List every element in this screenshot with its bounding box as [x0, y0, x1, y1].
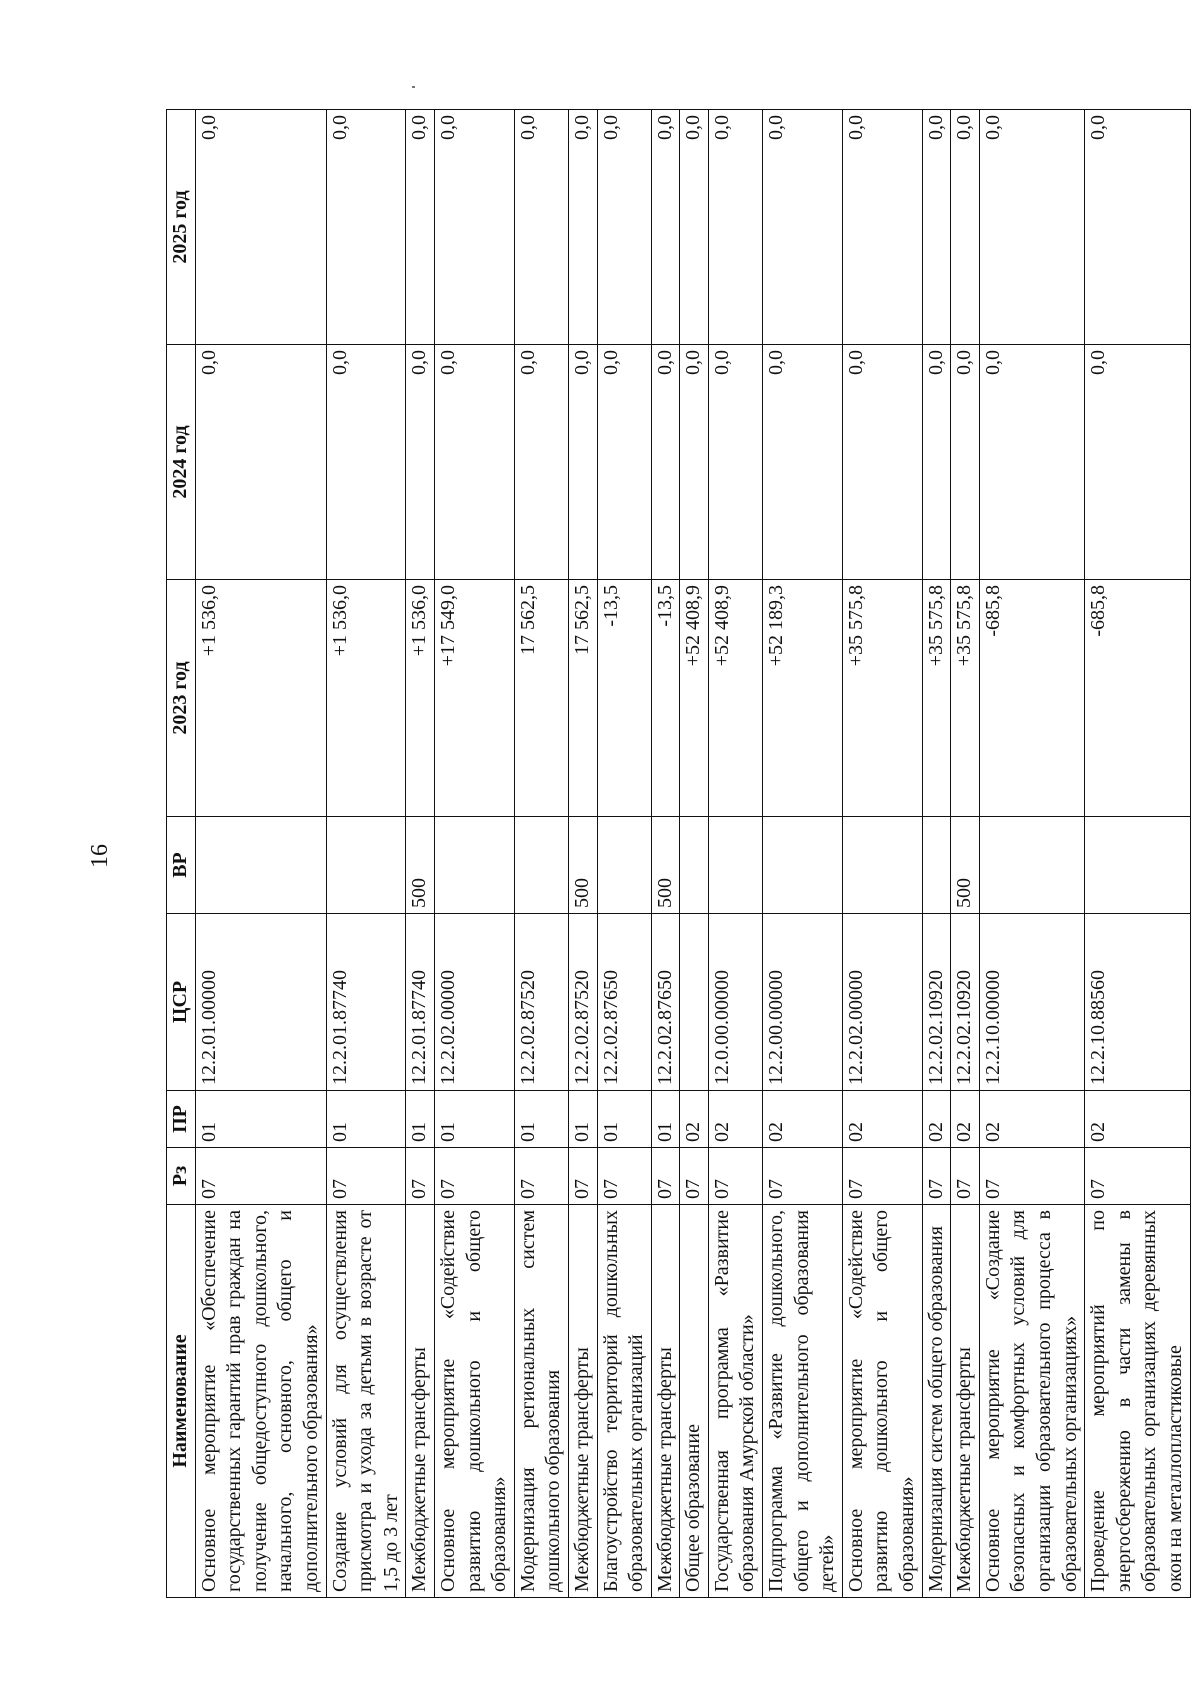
row-2025: 0,0: [680, 110, 709, 345]
row-2023: 17 562,5: [568, 580, 597, 817]
row-vr: [434, 817, 514, 914]
table-row: [195, 110, 326, 1598]
table-row: [568, 110, 597, 1598]
row-name: Государственная программа «Развитие образования Амурской области»: [708, 1205, 762, 1598]
row-2024: 0,0: [979, 345, 1084, 580]
row-rz: 07: [568, 1148, 597, 1205]
row-2024: 0,0: [406, 345, 435, 580]
table-row: [326, 110, 406, 1598]
row-name: Основное мероприятие «Содействие развитию дошкольного и общего образования»: [842, 1205, 922, 1598]
row-vr: [195, 817, 326, 914]
row-csr: [680, 914, 709, 1091]
row-2025: 0,0: [708, 110, 762, 345]
header-2023: 2023 год: [167, 580, 196, 817]
row-2023: +35 575,8: [951, 580, 980, 817]
row-2023: +35 575,8: [842, 580, 922, 817]
row-2024: 0,0: [1085, 345, 1190, 580]
row-rz: 07: [708, 1148, 762, 1205]
table-row: [979, 110, 1084, 1598]
row-vr: 500: [651, 817, 680, 914]
row-name: Подпрограмма «Развитие дошкольного, общего и дополнительного образования детей»: [763, 1205, 843, 1598]
row-csr: 12.2.02.10920: [951, 914, 980, 1091]
row-vr: [979, 817, 1084, 914]
row-vr: [514, 817, 568, 914]
row-pr: 01: [195, 1091, 326, 1148]
row-rz: 07: [195, 1148, 326, 1205]
header-2024: 2024 год: [167, 345, 196, 580]
row-2023: -685,8: [1085, 580, 1190, 817]
row-2023: +17 549,0: [434, 580, 514, 817]
row-name: Межбюджетные трансферты: [568, 1205, 597, 1598]
row-rz: 07: [434, 1148, 514, 1205]
row-pr: 02: [951, 1091, 980, 1148]
row-rz: 07: [979, 1148, 1084, 1205]
row-2025: 0,0: [763, 110, 843, 345]
row-name: Проведение мероприятий по энергосбережению в части замены в образовательных организациях деревянных окон на металлопластиковые: [1085, 1205, 1190, 1598]
row-rz: 07: [406, 1148, 435, 1205]
row-2024: 0,0: [651, 345, 680, 580]
row-2023: +52 189,3: [763, 580, 843, 817]
row-rz: 07: [1085, 1148, 1190, 1205]
header-pr: ПР: [167, 1091, 196, 1148]
row-2023: +1 536,0: [195, 580, 326, 817]
row-vr: [1085, 817, 1190, 914]
row-2025: 0,0: [326, 110, 406, 345]
row-csr: 12.2.02.00000: [434, 914, 514, 1091]
table-row: [951, 110, 980, 1598]
row-pr: 01: [597, 1091, 651, 1148]
row-2023: 17 562,5: [514, 580, 568, 817]
table-row: [680, 110, 709, 1598]
row-vr: [708, 817, 762, 914]
table-row: [763, 110, 843, 1598]
header-name: Наименование: [167, 1205, 196, 1598]
row-pr: 01: [406, 1091, 435, 1148]
row-2025: 0,0: [568, 110, 597, 345]
row-vr: [597, 817, 651, 914]
row-2024: 0,0: [434, 345, 514, 580]
row-2023: +1 536,0: [326, 580, 406, 817]
row-2023: +52 408,9: [680, 580, 709, 817]
row-2024: 0,0: [680, 345, 709, 580]
row-pr: 01: [651, 1091, 680, 1148]
budget-table-container: [166, 110, 1186, 1598]
row-vr: [922, 817, 951, 914]
table-row: [708, 110, 762, 1598]
row-csr: 12.2.02.10920: [922, 914, 951, 1091]
row-pr: 02: [1085, 1091, 1190, 1148]
table-row: [842, 110, 922, 1598]
table-row: [434, 110, 514, 1598]
row-name: Модернизация систем общего образования: [922, 1205, 951, 1598]
row-2024: 0,0: [326, 345, 406, 580]
row-2025: 0,0: [651, 110, 680, 345]
row-name: Создание условий для осуществления присмотра и ухода за детьми в возрасте от 1,5 до 3 лет: [326, 1205, 406, 1598]
row-rz: 07: [651, 1148, 680, 1205]
row-vr: [680, 817, 709, 914]
row-csr: 12.2.01.87740: [406, 914, 435, 1091]
row-2024: 0,0: [514, 345, 568, 580]
table-body: [195, 110, 1190, 1598]
row-2024: 0,0: [842, 345, 922, 580]
row-2025: 0,0: [195, 110, 326, 345]
row-csr: 12.2.02.87520: [514, 914, 568, 1091]
row-pr: 01: [434, 1091, 514, 1148]
row-2023: -13,5: [597, 580, 651, 817]
row-rz: 07: [597, 1148, 651, 1205]
row-vr: 500: [568, 817, 597, 914]
row-name: Межбюджетные трансферты: [651, 1205, 680, 1598]
row-2024: 0,0: [195, 345, 326, 580]
row-2023: -13,5: [651, 580, 680, 817]
header-vr: ВР: [167, 817, 196, 914]
row-2025: 0,0: [597, 110, 651, 345]
row-2024: 0,0: [922, 345, 951, 580]
header-csr: ЦСР: [167, 914, 196, 1091]
row-vr: [326, 817, 406, 914]
row-2023: -685,8: [979, 580, 1084, 817]
table-row: [514, 110, 568, 1598]
row-name: Общее образование: [680, 1205, 709, 1598]
row-csr: 12.2.01.00000: [195, 914, 326, 1091]
row-rz: 07: [951, 1148, 980, 1205]
row-vr: [763, 817, 843, 914]
row-2023: +1 536,0: [406, 580, 435, 817]
row-csr: 12.0.00.00000: [708, 914, 762, 1091]
table-row: [597, 110, 651, 1598]
row-pr: 02: [922, 1091, 951, 1148]
row-csr: 12.2.01.87740: [326, 914, 406, 1091]
row-2025: 0,0: [406, 110, 435, 345]
row-rz: 07: [514, 1148, 568, 1205]
row-name: Межбюджетные трансферты: [406, 1205, 435, 1598]
row-2025: 0,0: [514, 110, 568, 345]
table-row: [406, 110, 435, 1598]
row-vr: [842, 817, 922, 914]
table-row: [1085, 110, 1190, 1598]
page-number: 16: [87, 844, 113, 868]
row-pr: 01: [514, 1091, 568, 1148]
row-2023: +52 408,9: [708, 580, 762, 817]
row-pr: 02: [680, 1091, 709, 1148]
row-rz: 07: [680, 1148, 709, 1205]
row-2025: 0,0: [979, 110, 1084, 345]
row-pr: 01: [568, 1091, 597, 1148]
row-csr: 12.2.02.87650: [651, 914, 680, 1091]
row-rz: 07: [763, 1148, 843, 1205]
row-rz: 07: [922, 1148, 951, 1205]
header-2025: 2025 год: [167, 110, 196, 345]
row-rz: 07: [842, 1148, 922, 1205]
table-row: [922, 110, 951, 1598]
row-pr: 02: [979, 1091, 1084, 1148]
row-pr: 02: [763, 1091, 843, 1148]
row-pr: 02: [708, 1091, 762, 1148]
row-2023: +35 575,8: [922, 580, 951, 817]
row-2025: 0,0: [842, 110, 922, 345]
row-name: Межбюджетные трансферты: [951, 1205, 980, 1598]
row-2024: 0,0: [568, 345, 597, 580]
row-pr: 02: [842, 1091, 922, 1148]
scan-mark: [412, 86, 415, 88]
header-rz: Рз: [167, 1148, 196, 1205]
row-2024: 0,0: [951, 345, 980, 580]
row-name: Модернизация региональных систем дошкольного образования: [514, 1205, 568, 1598]
row-2025: 0,0: [951, 110, 980, 345]
row-name: Основное мероприятие «Создание безопасных и комфортных условий для организации образовательного процесса в образовательных организациях»: [979, 1205, 1084, 1598]
row-csr: 12.2.10.88560: [1085, 914, 1190, 1091]
row-2024: 0,0: [763, 345, 843, 580]
row-2024: 0,0: [597, 345, 651, 580]
row-csr: 12.2.10.00000: [979, 914, 1084, 1091]
row-pr: 01: [326, 1091, 406, 1148]
row-2025: 0,0: [434, 110, 514, 345]
table-header-row: [167, 110, 196, 1598]
row-2025: 0,0: [1085, 110, 1190, 345]
row-vr: 500: [951, 817, 980, 914]
row-2025: 0,0: [922, 110, 951, 345]
row-rz: 07: [326, 1148, 406, 1205]
row-csr: 12.2.02.00000: [842, 914, 922, 1091]
row-csr: 12.2.00.00000: [763, 914, 843, 1091]
row-name: Основное мероприятие «Обеспечение государственных гарантий прав граждан на получение общедоступного дошкольного, начального, основного, общего и дополнительного образования»: [195, 1205, 326, 1598]
row-2024: 0,0: [708, 345, 762, 580]
row-csr: 12.2.02.87520: [568, 914, 597, 1091]
row-vr: 500: [406, 817, 435, 914]
row-name: Основное мероприятие «Содействие развитию дошкольного и общего образования»: [434, 1205, 514, 1598]
row-csr: 12.2.02.87650: [597, 914, 651, 1091]
budget-table: [166, 109, 1191, 1598]
row-name: Благоустройство территорий дошкольных образовательных организаций: [597, 1205, 651, 1598]
table-row: [651, 110, 680, 1598]
